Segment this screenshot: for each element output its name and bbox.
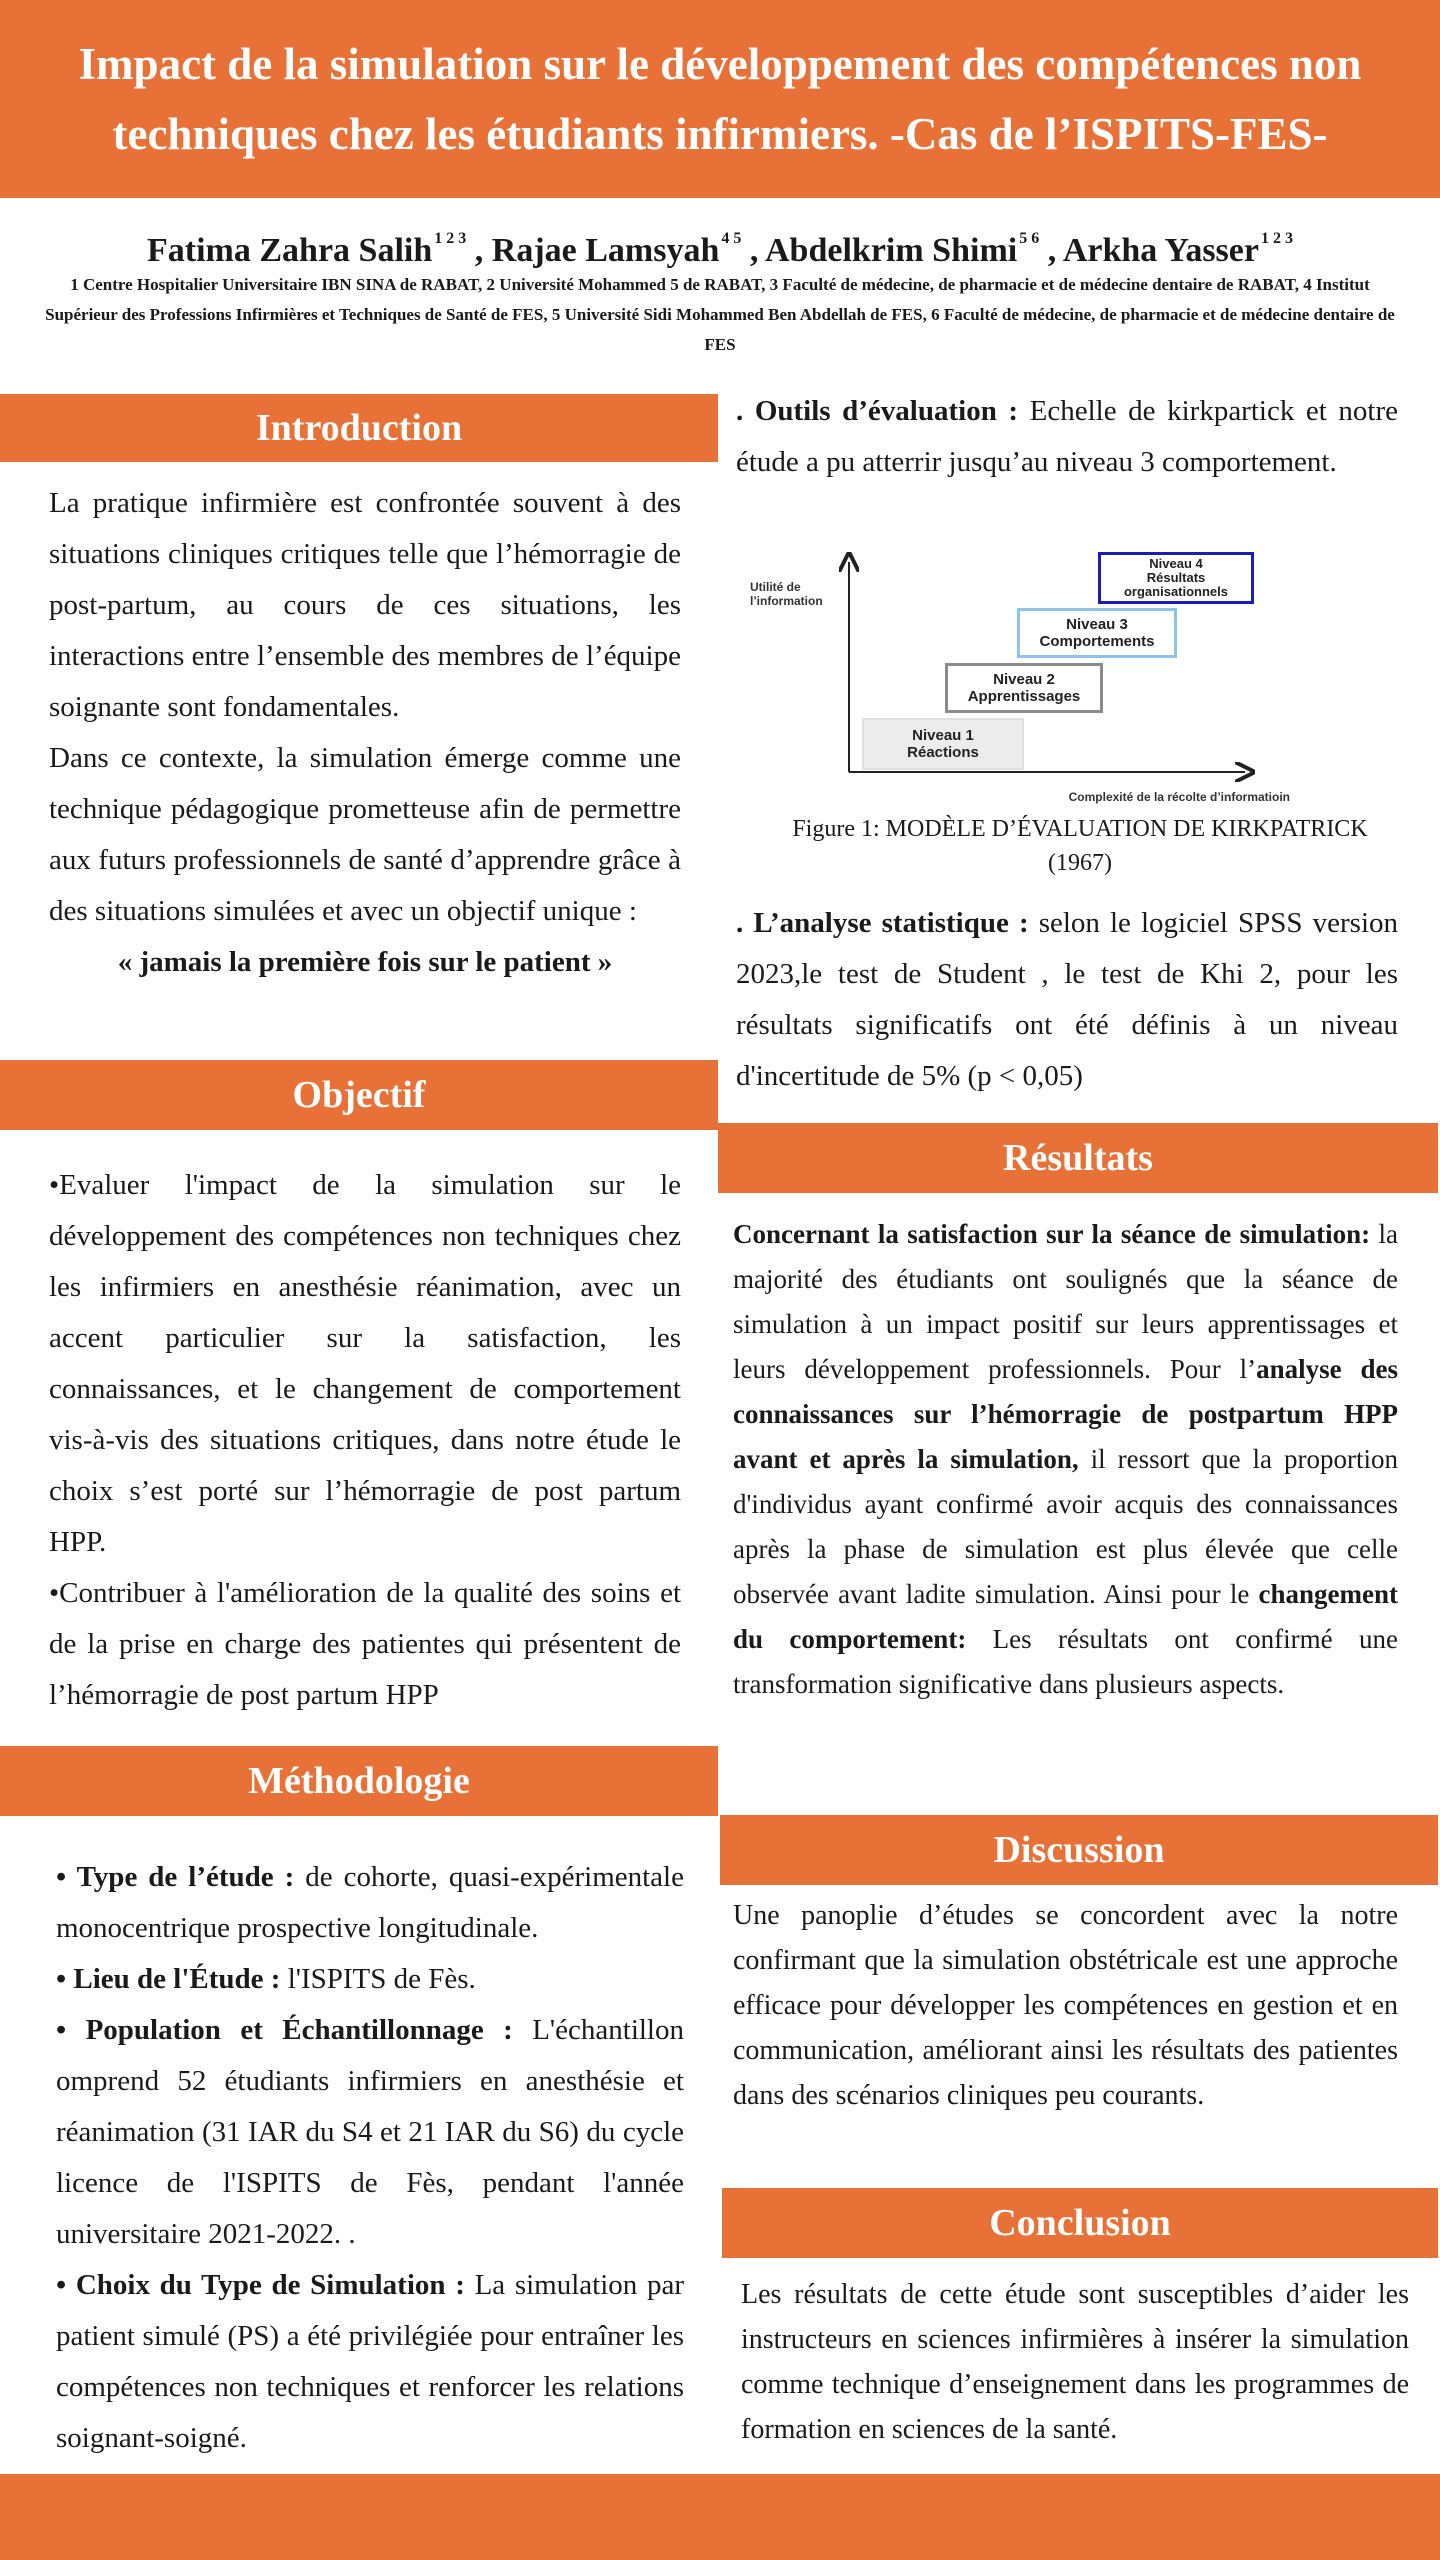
title-banner [0, 0, 1440, 198]
method-item: • Choix du Type de Simulation : La simulation par patient simulé (PS) a été privilégiée pour entraîner les compétences non techniques et renforcer les relations soignant-soigné. [56, 2269, 685, 2454]
section-title: Discussion [993, 1829, 1165, 1871]
author: Abdelkrim Shimi $^{5 6}$ , [765, 230, 1063, 269]
method-item: • Population et Échantillonnage : L'échantillon omprend 52 étudiants infirmiers en anesthésie et réanimation (31 IAR du S4 et 21 IAR du S6) du cycle licence de l'ISPITS de Fès, pendant l'année universitaire 2021-2022. . [56, 2014, 684, 2250]
methodologie-heading [0, 1746, 718, 1816]
intro-paragraph: La pratique infirmière est confrontée souvent à des situations cliniques critiques telle que l’hémorragie de post-partum, au cours de ces situations, les interactions entre l’ensemble des membres de l’équipe soignante sont fondamentales. [49, 487, 681, 723]
poster-title: Impact de la simulation sur le développement des compétences non techniques chez les étudiants infirmiers. -Cas de l’ISPITS-FES- [78, 39, 1362, 159]
discussion-heading [720, 1815, 1438, 1885]
methodologie-body [56, 1852, 684, 2464]
objective-item: •Contribuer à l'amélioration de la qualité des soins et de la prise en charge des patientes qui présentent de l’hémorragie de post partum HPP [49, 1577, 681, 1711]
level-2-box: Niveau 2 Apprentissages [945, 663, 1103, 713]
introduction-heading [0, 394, 718, 462]
author-list [0, 214, 1440, 276]
resultats-heading [718, 1123, 1438, 1193]
intro-paragraph: Dans ce contexte, la simulation émerge comme une technique pédagogique prometteuse afin de permettre aux futurs professionnels de santé d’apprendre grâce à des situations simulées et avec un objectif unique : [49, 742, 681, 927]
method-item: • Type de l’étude : de cohorte, quasi-expérimentale monocentrique prospective longitudinale. [56, 1861, 684, 1944]
objective-item: •Evaluer l'impact de la simulation sur le développement des compétences non techniques chez les infirmiers en anesthésie réanimation, avec un accent particulier sur la satisfaction, les connaissances, et le changement de comportement vis-à-vis des situations critiques, dans notre étude le choix s’est porté sur l’hémorragie de post partum HPP. [49, 1169, 681, 1558]
objectif-heading [0, 1060, 718, 1130]
conclusion-body: Les résultats de cette étude sont susceptibles d’aider les instructeurs en sciences infirmières à insérer la simulation comme technique d’enseignement dans les programmes de formation en sciences de la santé. [741, 2279, 1409, 2445]
section-title: Résultats [1003, 1137, 1153, 1179]
method-item: • Lieu de l'Étude : l'ISPITS de Fès. [56, 1963, 476, 1995]
x-axis-label: Complexité de la récolte d’informatioin [1068, 790, 1290, 804]
outils-evaluation: . Outils d’évaluation : Echelle de kirkpartick et notre étude a pu atterrir jusqu’au niveau 3 comportement. [736, 395, 1398, 478]
kirkpatrick-figure [740, 540, 1340, 810]
section-title: Objectif [292, 1074, 426, 1116]
author: Rajae Lamsyah $^{4 5}$ , [491, 230, 765, 269]
figure-caption: Figure 1: MODÈLE D’ÉVALUATION DE KIRKPATRICK (1967) [792, 816, 1368, 876]
conclusion-heading [722, 2188, 1438, 2258]
section-title: Introduction [255, 407, 463, 449]
section-title: Conclusion [989, 2202, 1171, 2244]
level-3-box: Niveau 3 Comportements [1017, 608, 1177, 658]
analyse-statistique: . L’analyse statistique : selon le logiciel SPSS version 2023,le test de Student , le test de Khi 2, pour les résultats significatifs ont été définis à un niveau d'incertitude de 5% (p < 0,05) [736, 907, 1398, 1092]
affiliations: 1 Centre Hospitalier Universitaire IBN SINA de RABAT, 2 Université Mohammed 5 de RABAT, 3 Faculté de médecine, de pharmacie et de médecine dentaire de RABAT, 4 Institut Supérieur des Professions Infirmières et Techniques de Santé de FES, 5 Université Sidi Mohammed Ben Abdellah de FES, 6 Faculté de médecine, de pharmacie et de médecine dentaire de FES [45, 275, 1395, 354]
author: Arkha Yasser $^{1 2 3}$ [1062, 230, 1293, 269]
discussion-body: Une panoplie d’études se concordent avec la notre confirmant que la simulation obstétricale est une approche efficace pour développer les compétences en gestion et en communication, améliorant ainsi les résultats des patientes dans des scénarios cliniques peu courants. [733, 1900, 1398, 2111]
section-title: Méthodologie [248, 1760, 470, 1802]
objectif-body [49, 1160, 681, 1721]
author: Fatima Zahra Salih $^{1 2 3}$ , [147, 230, 492, 269]
level-1-box: Niveau 1 Réactions [862, 718, 1024, 770]
footer-banner [0, 2474, 1440, 2560]
level-4-box: Niveau 4 Résultats organisationnels [1098, 552, 1254, 604]
resultats-body: Concernant la satisfaction sur la séance de simulation: la majorité des étudiants ont soulignés que la séance de simulation à un impact positif sur leurs apprentissages et leurs développement professionnels. Pour l’analyse des connaissances sur l’hémorragie de postpartum HPP avant et après la simulation, il ressort que la proportion d'individus ayant confirmé avoir acquis des connaissances après la phase de simulation est plus élevée que celle observée avant ladite simulation. Ainsi pour le changement du comportement: Les résultats ont confirmé une transformation significative dans plusieurs aspects. [733, 1219, 1398, 1699]
y-axis-label: Utilité de l’information [750, 580, 823, 608]
intro-quote: « jamais la première fois sur le patient » [117, 946, 613, 978]
introduction-body [49, 478, 681, 988]
